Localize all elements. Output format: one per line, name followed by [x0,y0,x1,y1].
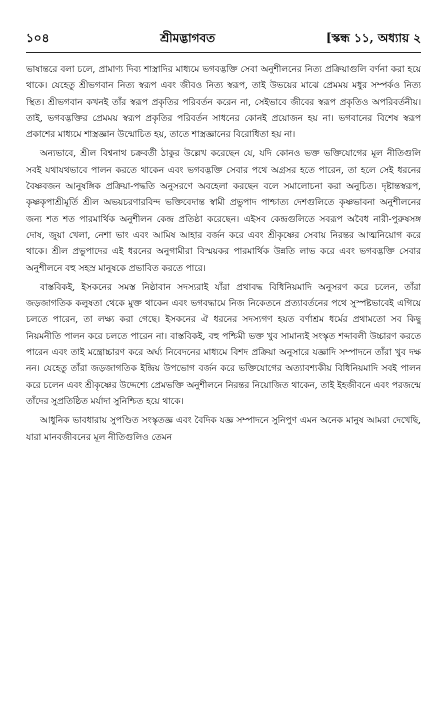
chapter-reference: [স্কন্ধ ১১, অধ্যায় ২ [325,31,421,45]
page-body [26,62,421,679]
page-header [26,30,421,48]
paragraph-1: ভাষান্তরে বলা চলে, প্রামাণ্য দিব্য শাস্ত্রাদির মাধ্যমে ভগবদ্ভক্তি সেবা অনুশীলনের নিত্য প্রক্রিয়াগুলি বর্ণনা করা হয়ে থাকে। যেহেতু শ্রীভগবান নিত্য স্বরূপ এবং জীবও নিত্য স্বরূপ, তাই উভয়ের মাঝে প্রেমময় মধুর সম্পর্কও নিত্য স্থিত। শ্রীভগবান কখনই তাঁর স্বরূপ প্রকৃতির পরিবর্তন করেন না, সেইভাবে জীবের স্বরূপ প্রকৃতিও অপরিবর্তনীয়। তাই, ভগবদ্ভক্তির প্রেমময় স্বরূপ প্রকৃতির পরিবর্তন সাধনের কোনই প্রয়োজন হয় না। ভগবানের বিশেষ স্বরূপ প্রকাশের মাধ্যমে শাস্ত্রজ্ঞান উন্মোচিত হয়, তাতে শাস্ত্রজ্ঞানের বিরোধিতা হয় না। [26,65,421,141]
paragraph-3: বাস্তবিকই, ইসকনের সমস্ত নিষ্ঠাবান সদস্যরাই যাঁরা প্রথাবদ্ধ বিধিনিয়মাদি অনুসরণ করে চলেন, তাঁরা জড়জাগতিক কলুষতা থেকে মুক্ত থাকেন এবং ভগবদ্ধামে নিজ নিকেতনে প্রত্যাবর্তনের পথে সুস্পষ্টভাবেই এগিয়ে চলতে পারেন, তা লক্ষ্য করা গেছে। ইসকনের ঐ ধরনের সদস্যগণ হয়ত বর্ণাশ্রম ধর্মের প্রথামতো সব কিছু নিয়মনীতি পালন করে চলতে পারেন না। বাস্তবিকই, বহু পশ্চিমী ভক্ত খুব সামান্যই সংস্কৃত শব্দাবলী উচ্চারণ করতে পারেন এবং তাই মন্ত্রোচ্চারণ করে অর্ঘ্য নিবেদনের মাধ্যমে বিশদ প্রক্রিয়া অনুসারে যজ্ঞাদি সম্পাদনে তাঁরা খুব দক্ষ নন। যেহেতু তাঁরা জড়জাগতিক ইন্দ্রিয় উপভোগ বর্জন করে ভক্তিযোগের অত্যাবশ্যকীয় বিধিনিয়মাদি সবই পালন করে চলেন এবং শ্রীকৃষ্ণের উদ্দেশ্যে প্রেমভক্তি অনুশীলনে নিরন্তর নিয়োজিত থাকেন, তাই ইহজীবনে এবং পরজন্মে তাঁদের সুপ্রতিষ্ঠিত মর্যাদা সুনিশ্চিত হয়ে থাকে। [26,282,421,407]
paragraph-4: আধুনিক ভাবধারায় সুপণ্ডিত সংস্কৃতজ্ঞ এবং বৈদিক যজ্ঞ সম্পাদনে সুনিপুণ এমন অনেক মানুষ আমরা দেখেছি, যারা মানবজীবনের মূল নীতিগুলিও তেমন [26,416,421,443]
book-title: শ্রীমদ্ভাগবত [160,31,216,45]
page-number: ১০৪ [26,31,50,45]
paragraph-2: অন্যভাবে, শ্রীল বিশ্বনাথ চক্রবর্তী ঠাকুর উল্লেখ করেছেন যে, যদি কোনও ভক্ত ভক্তিযোগের মূল নীতিগুলি সবই যথাযথভাবে পালন করতে থাকেন এবং ভগবদ্ভক্তি সেবার পথে অগ্রসর হতে পারেন, তা হলে সেই ধরনের বৈষ্ণবজন আনুষঙ্গিক প্রক্রিয়া-পদ্ধতি অনুসরণে অবহেলা করছেন বলে সমালোচনা করা অনুচিত। দৃষ্টান্তস্বরূপ, কৃষ্ণকৃপাশ্রীমূর্তি শ্রীল অভয়চরণারবিন্দ ভক্তিবেদান্ত স্বামী প্রভুপাদ পাশ্চাত্য দেশগুলিতে কৃষ্ণভাবনা অনুশীলনের জন্য শত শত পারমার্থিক অনুশীলন কেন্দ্র প্রতিষ্ঠা করেছেন। এইসব কেন্দ্রগুলিতে সবরূপ অবৈধ নারী-পুরুষসঙ্গ দোষ, জুয়া খেলা, নেশা ভাং এবং আমিষ আহার বর্জন করে এবং শ্রীকৃষ্ণের সেবায় নিরন্তর আত্মনিয়োগ করে থাকে। শ্রীল প্রভুপাদের এই ধরনের অনুগামীরা বিস্ময়কর পারমার্থিক উন্নতি লাভ করে এবং ভগবদ্ভক্তি সেবার অনুশীলনে বহু সহস্র মানুষকে প্রভাবিত করতে পারে। [26,149,421,274]
header-rule [26,52,421,53]
